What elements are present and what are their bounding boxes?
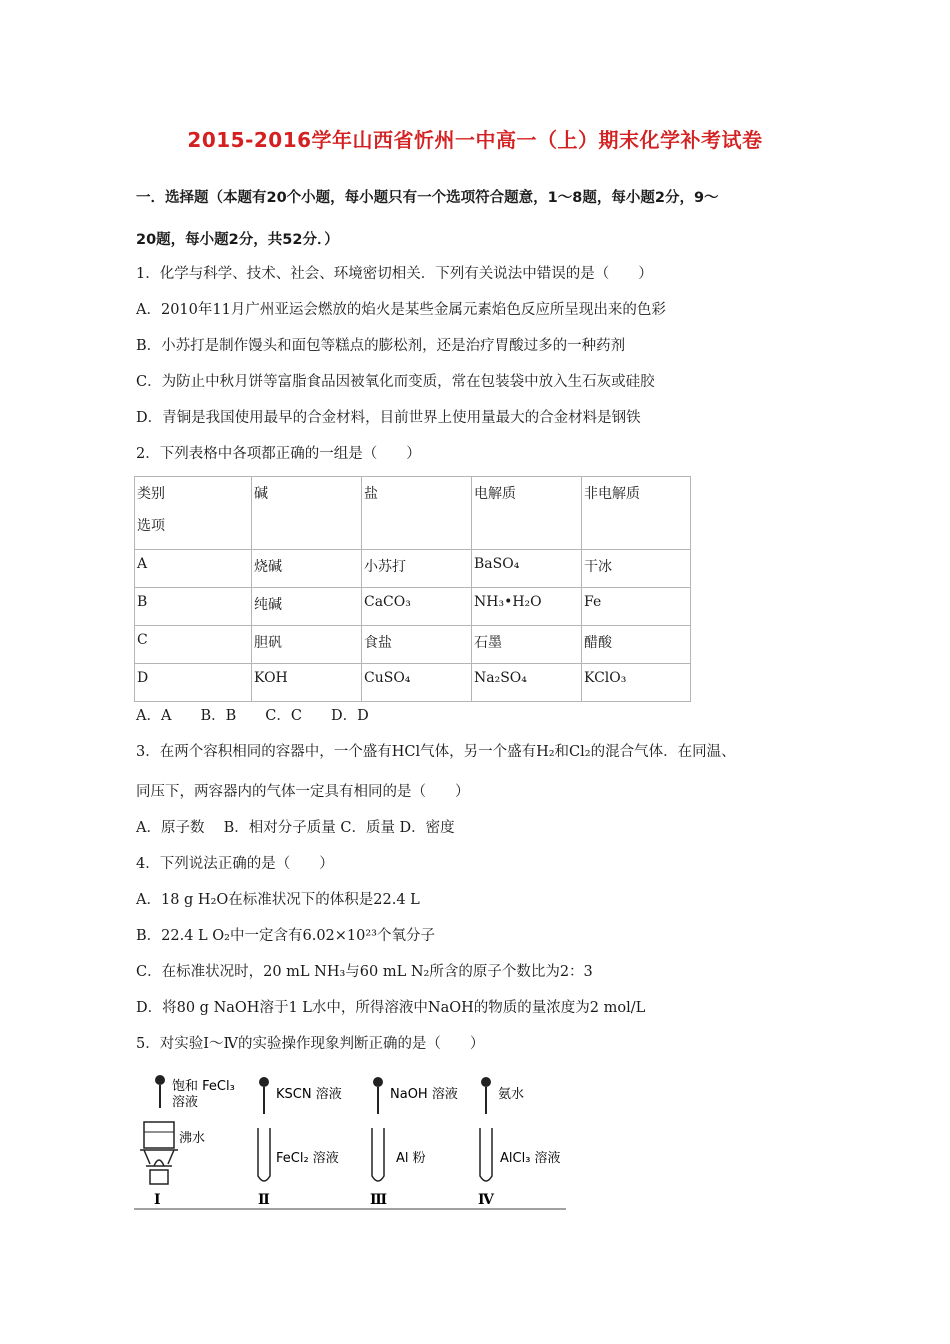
exp4-reagent-label: 氨水: [498, 1087, 525, 1102]
q1-option-a: A．2010年11月广州亚运会燃放的焰火是某些金属元素焰色反应所呈现出来的色彩: [136, 302, 666, 318]
table-cell: NH₃•H₂O: [472, 588, 582, 626]
experiment-3: [370, 1077, 458, 1208]
table-row: [135, 588, 691, 626]
q1-stem: 1．化学与科学、技术、社会、环境密切相关．下列有关说法中错误的是（ ）: [136, 266, 653, 282]
flame-icon: [154, 1160, 164, 1166]
experiment-figure: [134, 1070, 566, 1210]
test-tube-icon: [372, 1128, 384, 1181]
exp1-label: Ⅰ: [154, 1192, 161, 1208]
exp3-container-label: Al 粉: [396, 1151, 426, 1166]
burner-icon: [150, 1170, 168, 1184]
experiment-1: [140, 1075, 235, 1208]
q4-option-d: D．将80 g NaOH溶于1 L水中，所得溶液中NaOH的物质的量浓度为2 mol/L: [136, 1000, 646, 1016]
table-cell: KOH: [252, 664, 362, 702]
table-header-cell: 电解质: [472, 477, 582, 550]
table-corner-cell: [135, 477, 252, 550]
page-title: 2015-2016学年山西省忻州一中高一（上）期末化学补考试卷: [187, 128, 763, 152]
table-cell: CuSO₄: [362, 664, 472, 702]
corner-option-label: 选项: [137, 518, 165, 534]
table-cell: 干冰: [582, 550, 691, 588]
table-cell: Na₂SO₄: [472, 664, 582, 702]
dropper-bulb-icon: [155, 1075, 165, 1085]
table-cell: 纯碱: [252, 588, 362, 626]
dropper-bulb-icon: [481, 1077, 491, 1087]
table-cell: B: [135, 588, 252, 626]
exp1-reagent-label: 饱和 FeCl₃: [172, 1079, 235, 1094]
table-header-cell: 盐: [362, 477, 472, 550]
experiment-4: [478, 1077, 561, 1208]
exp2-label: Ⅱ: [258, 1192, 270, 1208]
table-row: [135, 550, 691, 588]
table-cell: A: [135, 550, 252, 588]
section-heading-line1: 一．选择题（本题有20个小题，每小题只有一个选项符合题意，1～8题，每小题2分，9～: [136, 190, 719, 206]
corner-category-label: 类别: [137, 486, 165, 502]
table-cell: 石墨: [472, 626, 582, 664]
table-cell: 胆矾: [252, 626, 362, 664]
q3-stem-line1: 3．在两个容积相同的容器中，一个盛有HCl气体，另一个盛有H₂和Cl₂的混合气体．在同温、: [136, 744, 736, 760]
exp4-container-label: AlCl₃ 溶液: [500, 1151, 561, 1166]
dropper-bulb-icon: [373, 1077, 383, 1087]
experiment-2: [258, 1077, 342, 1208]
tripod-icon: [140, 1150, 178, 1166]
section-heading-line2: 20题，每小题2分，共52分．）: [136, 232, 339, 248]
exp2-container-label: FeCl₂ 溶液: [276, 1151, 339, 1166]
test-tube-icon: [480, 1128, 492, 1181]
exp3-label: Ⅲ: [370, 1192, 388, 1208]
table-cell: 醋酸: [582, 626, 691, 664]
table-cell: KClO₃: [582, 664, 691, 702]
table-cell: 烧碱: [252, 550, 362, 588]
table-cell: C: [135, 626, 252, 664]
q4-stem: 4．下列说法正确的是（ ）: [136, 856, 334, 872]
q4-option-a: A．18 g H₂O在标准状况下的体积是22.4 L: [136, 892, 420, 908]
table-cell: BaSO₄: [472, 550, 582, 588]
beaker-icon: [144, 1122, 174, 1148]
table-cell: 食盐: [362, 626, 472, 664]
q2-options: A．A B．B C．C D．D: [136, 708, 369, 724]
table-cell: 小苏打: [362, 550, 472, 588]
q3-options: A．原子数 B．相对分子质量 C．质量 D．密度: [136, 820, 455, 836]
exp1-reagent-label-2: 溶液: [172, 1095, 199, 1110]
q1-option-d: D．青铜是我国使用最早的合金材料，目前世界上使用量最大的合金材料是钢铁: [136, 410, 641, 426]
q1-option-b: B．小苏打是制作馒头和面包等糕点的膨松剂，还是治疗胃酸过多的一种药剂: [136, 338, 626, 354]
dropper-bulb-icon: [259, 1077, 269, 1087]
q4-option-c: C．在标准状况时，20 mL NH₃与60 mL N₂所含的原子个数比为2：3: [136, 964, 593, 980]
table-row: [135, 664, 691, 702]
q4-option-b: B．22.4 L O₂中一定含有6.02×10²³个氧分子: [136, 928, 435, 944]
q2-stem: 2．下列表格中各项都正确的一组是（ ）: [136, 446, 421, 462]
q2-table: [134, 476, 691, 702]
q3-stem-line2: 同压下，两容器内的气体一定具有相同的是（ ）: [136, 784, 470, 800]
exp4-label: Ⅳ: [478, 1192, 494, 1208]
test-tube-icon: [258, 1128, 270, 1181]
exp1-container-label: 沸水: [179, 1131, 206, 1146]
q1-option-c: C．为防止中秋月饼等富脂食品因被氧化而变质，常在包装袋中放入生石灰或硅胶: [136, 374, 655, 390]
table-header-row: [135, 477, 691, 550]
exp2-reagent-label: KSCN 溶液: [276, 1087, 342, 1102]
table-cell: Fe: [582, 588, 691, 626]
table-cell: CaCO₃: [362, 588, 472, 626]
table-header-cell: 非电解质: [582, 477, 691, 550]
exp3-reagent-label: NaOH 溶液: [390, 1087, 458, 1102]
table-row: [135, 626, 691, 664]
table-header-cell: 碱: [252, 477, 362, 550]
q5-stem: 5．对实验Ⅰ～Ⅳ的实验操作现象判断正确的是（ ）: [136, 1036, 485, 1052]
table-cell: D: [135, 664, 252, 702]
